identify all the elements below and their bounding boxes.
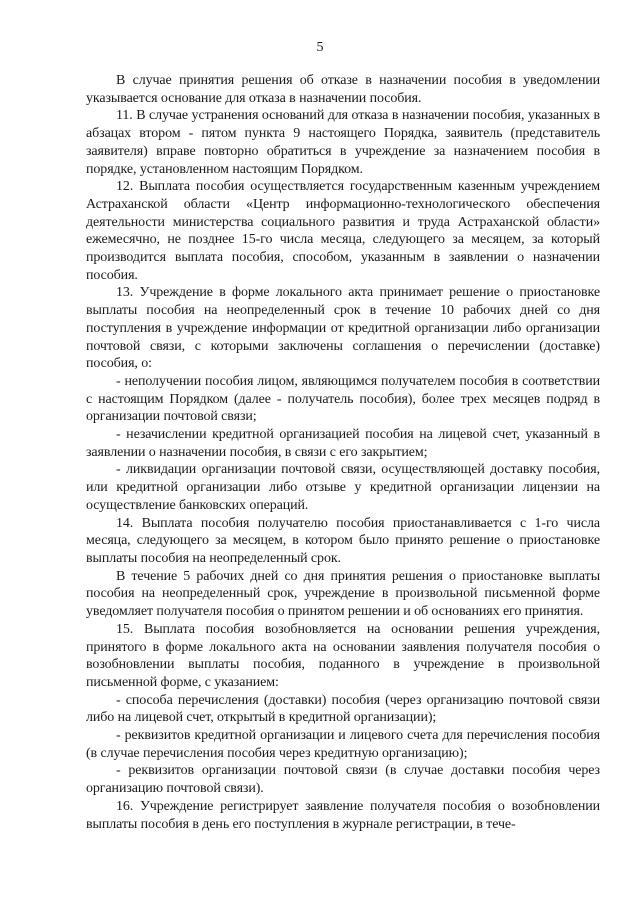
- paragraph-12: 12. Выплата пособия осуществляется государственным казенным учреждением Астраханской области «Центр информационно-технологического обеспечения деятельности министерства социального развития и труда Астраханской области» ежемесячно, не позднее 15-го числа месяца, следующего за месяцем, за который производится выплата пособия, способом, указанным в заявлении о назначении пособия.: [86, 179, 600, 283]
- paragraph-14-notice: В течение 5 рабочих дней со дня принятия решения о приостановке выплаты пособия на неопределенный срок, учреждение в произвольной письменной форме уведомляет получателя пособия о принятом решении и об основаниях его принятия.: [86, 568, 600, 620]
- paragraph-13: 13. Учреждение в форме локального акта принимает решение о приостановке выплаты пособия на неопределенный срок в течение 10 рабочих дней со дня поступления в учреждение информации от кредитной организации либо организации почтовой связи, с которыми заключены соглашения о перечислении (доставке) пособия, о:: [86, 285, 600, 372]
- list-item-postal-details: - реквизитов организации почтовой связи (в случае доставки пособия через организацию почтовой связи).: [86, 763, 600, 797]
- list-item-liquidation: - ликвидации организации почтовой связи, осуществляющей доставку пособия, или кредитной организации либо отзыве у кредитной организации лицензии на осуществление банковских операций.: [86, 462, 600, 513]
- paragraph-16: 16. Учреждение регистрирует заявление получателя пособия о возобновлении выплаты пособия в день его поступления в журнале регистрации, в тече-: [86, 798, 600, 832]
- page-number: 5: [316, 40, 324, 55]
- paragraph-15: 15. Выплата пособия возобновляется на основании решения учреждения, принятого в форме локального акта на основании заявления получателя пособия о возобновлении выплаты пособия, поданного в учреждение в произвольной письменной форме, с указанием:: [86, 621, 600, 690]
- list-item-non-crediting: - незачислении кредитной организацией пособия на лицевой счет, указанный в заявлении о назначении пособия, в связи с его закрытием;: [86, 427, 600, 460]
- paragraph-11: 11. В случае устранения оснований для отказа в назначении пособия, указанных в абзацах втором - пятом пункта 9 настоящего Порядка, заявитель (представитель заявителя) вправе повторно обратиться в учреждение за назначением пособия в порядке, установленном настоящим Порядком.: [86, 108, 600, 177]
- paragraph-14: 14. Выплата пособия получателю пособия приостанавливается с 1-го числа месяца, следующего за месяцем, в котором было принято решение о приостановке выплаты пособия на неопределенный срок.: [86, 515, 600, 566]
- paragraph-refusal-notice: В случае принятия решения об отказе в назначении пособия в уведомлении указывается основание для отказа в назначении пособия.: [86, 73, 600, 106]
- list-item-payment-method: - способа перечисления (доставки) пособия (через организацию почтовой связи либо на лицевой счет, открытый в кредитной организации);: [86, 692, 600, 726]
- list-item-bank-details: - реквизитов кредитной организации и лицевого счета для перечисления пособия (в случае перечисления пособия через кредитную организацию);: [86, 728, 600, 761]
- document-body: [86, 72, 600, 833]
- list-item-non-receipt: - неполучении пособия лицом, являющимся получателем пособия в соответствии с настоящим Порядком (далее - получатель пособия), более трех месяцев подряд в организации почтовой связи;: [86, 373, 600, 425]
